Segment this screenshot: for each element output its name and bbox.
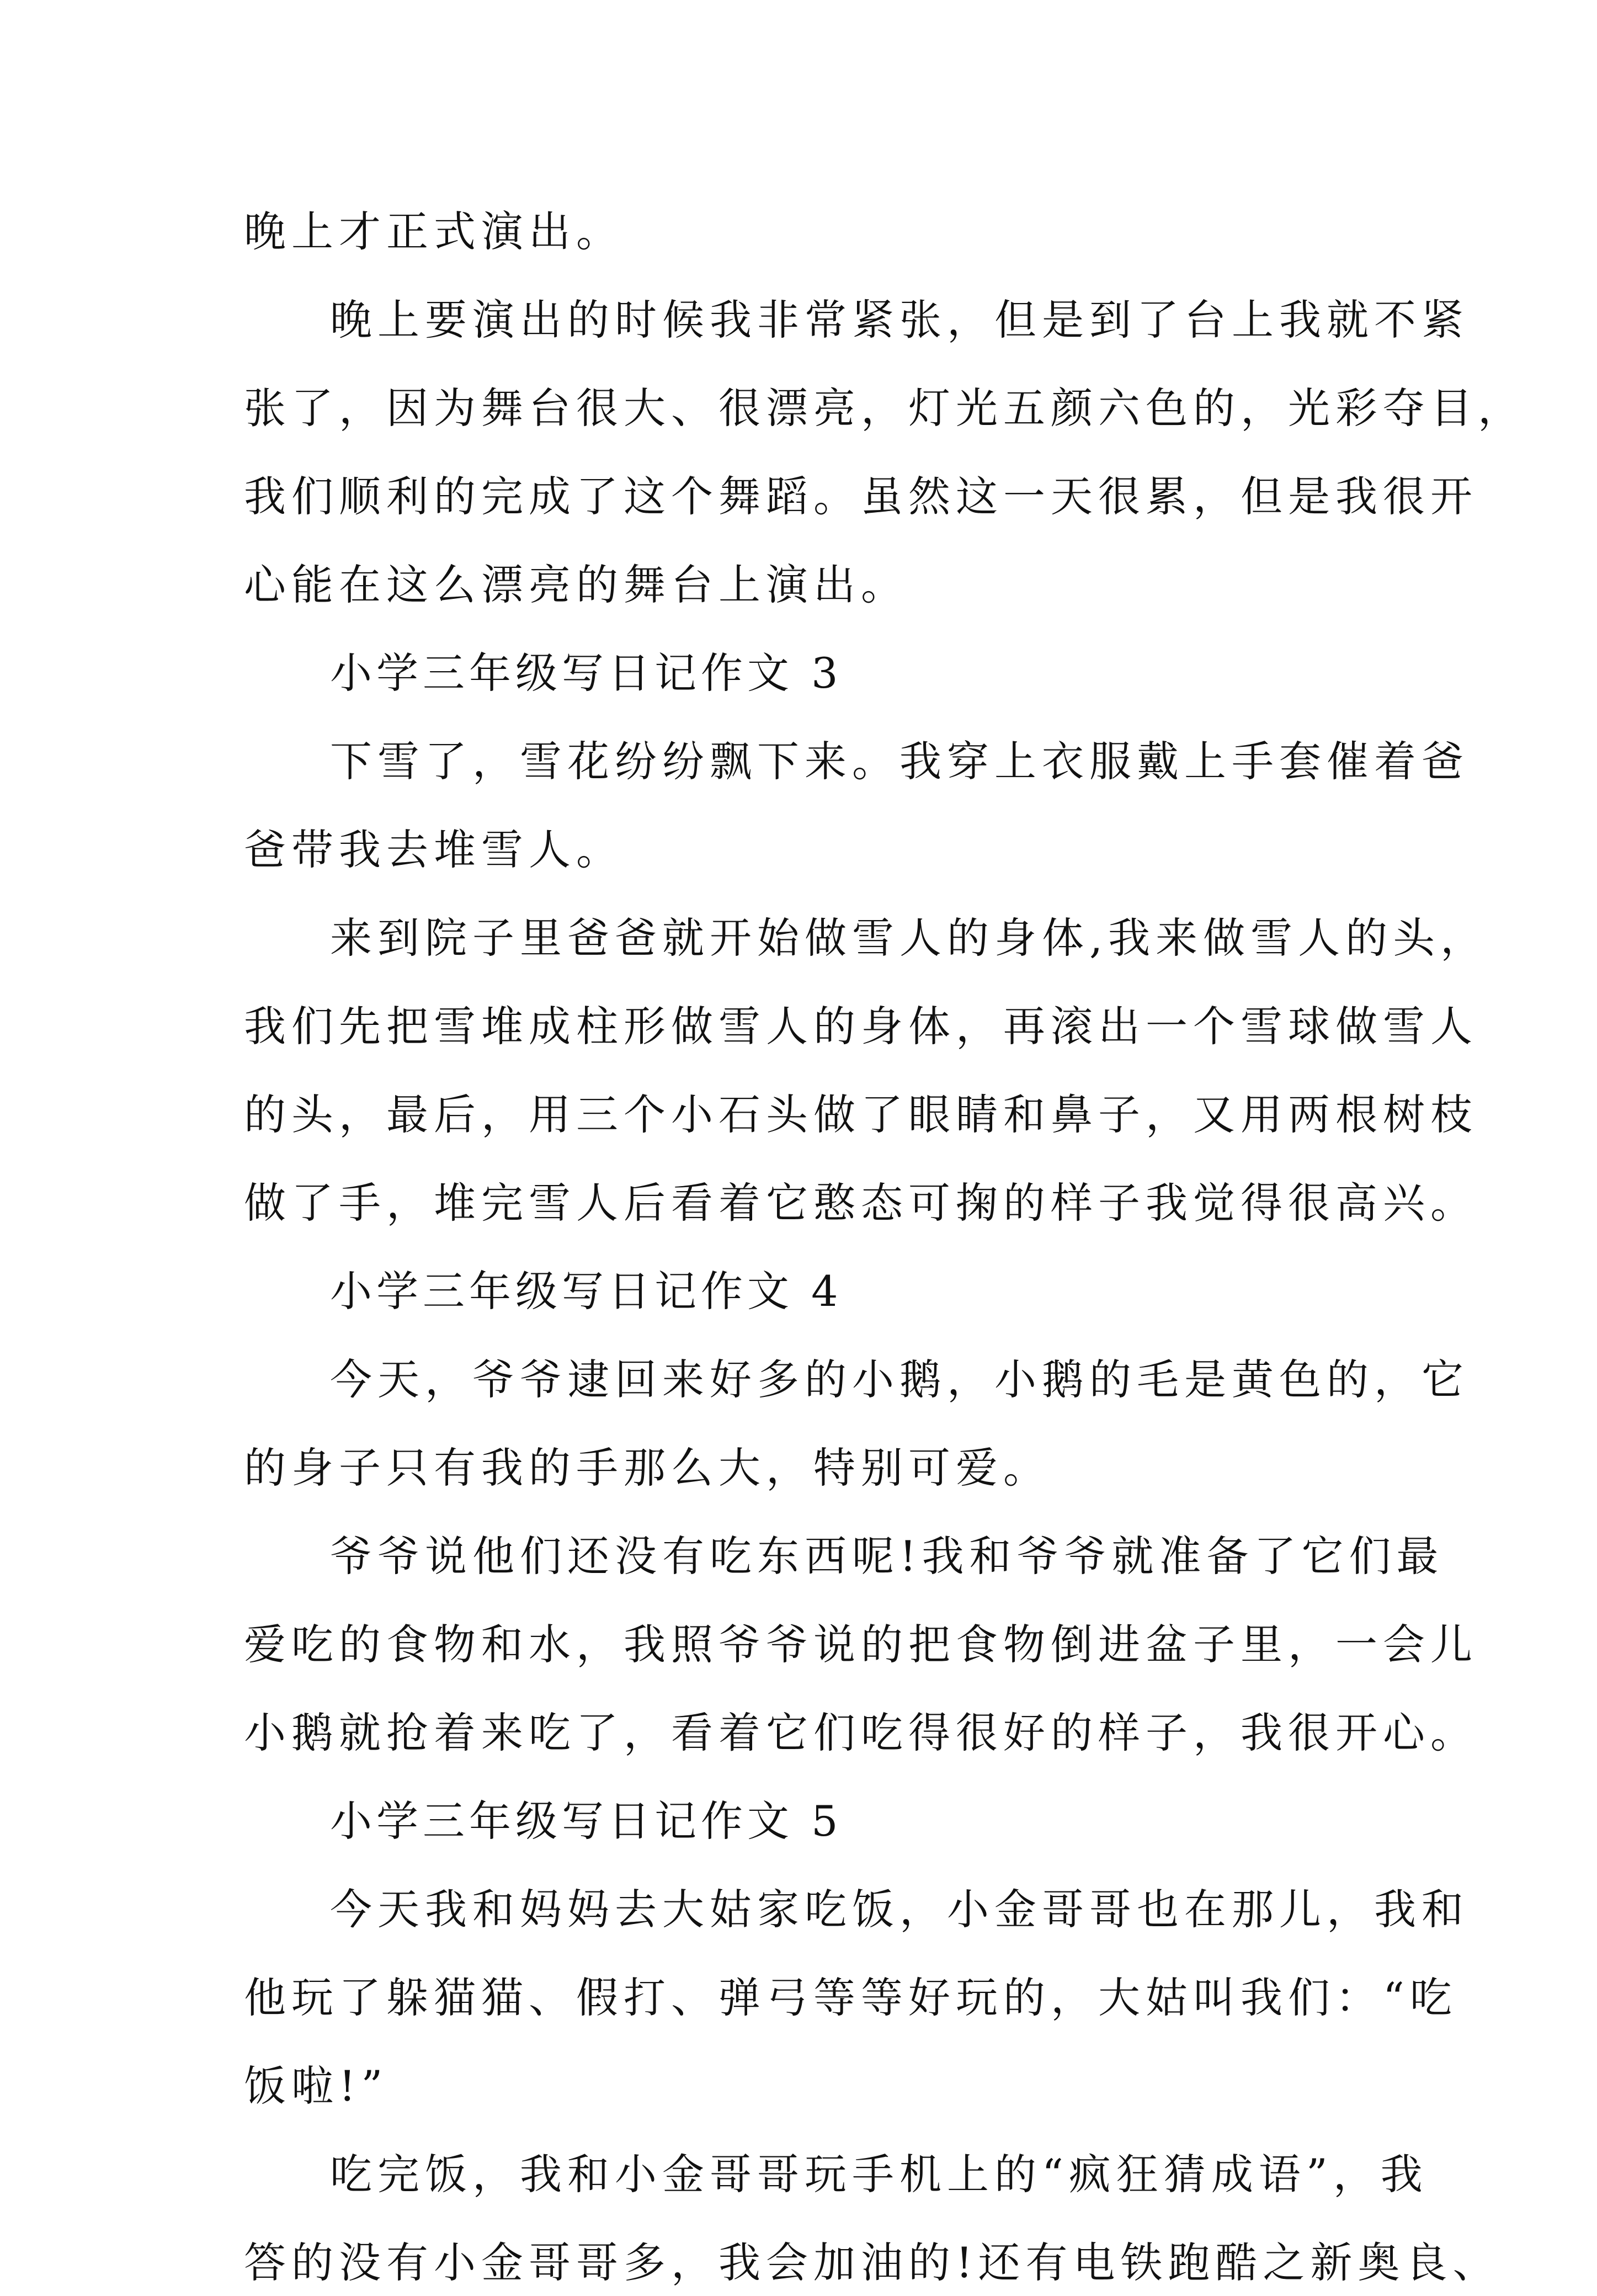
text-line: 的头，最后，用三个小石头做了眼睛和鼻子，又用两根树枝 — [244, 1090, 1478, 1139]
section-heading: 小学三年级写日记作文 3 — [330, 649, 843, 698]
text-line: 吃完饭，我和小金哥哥玩手机上的“疯狂猜成语”，我 — [330, 2150, 1428, 2199]
section-heading: 小学三年级写日记作文 5 — [330, 1797, 843, 1846]
text-line: 晚上才正式演出。 — [244, 207, 624, 256]
text-line: 我们先把雪堆成柱形做雪人的身体，再滚出一个雪球做雪人 — [244, 1002, 1478, 1051]
text-line: 爱吃的食物和水，我照爷爷说的把食物倒进盆子里，一会儿 — [244, 1620, 1478, 1669]
text-line: 张了，因为舞台很大、很漂亮，灯光五颜六色的，光彩夺目， — [244, 384, 1525, 433]
text-line: 他玩了躲猫猫、假打、弹弓等等好玩的，大姑叫我们：“吃 — [244, 1973, 1457, 2022]
section-heading: 小学三年级写日记作文 4 — [330, 1267, 843, 1316]
text-line: 今天我和妈妈去大姑家吃饭，小金哥哥也在那儿，我和 — [330, 1885, 1469, 1934]
text-line: 爷爷说他们还没有吃东西呢!我和爷爷就准备了它们最 — [330, 1532, 1444, 1581]
text-line: 做了手，堆完雪人后看着它憨态可掬的样子我觉得很高兴。 — [244, 1178, 1478, 1227]
text-line: 小鹅就抢着来吃了，看着它们吃得很好的样子，我很开心。 — [244, 1708, 1478, 1757]
text-line: 下雪了，雪花纷纷飘下来。我穿上衣服戴上手套催着爸 — [330, 737, 1469, 786]
text-line: 爸带我去堆雪人。 — [244, 825, 624, 874]
text-line: 饭啦!” — [244, 2061, 388, 2111]
text-line: 今天，爷爷逮回来好多的小鹅，小鹅的毛是黄色的，它 — [330, 1355, 1469, 1404]
text-line: 答的没有小金哥哥多，我会加油的!还有电铁跑酷之新奥良、 — [244, 2238, 1500, 2287]
text-line: 的身子只有我的手那么大，特别可爱。 — [244, 1443, 1051, 1492]
text-line: 我们顺利的完成了这个舞蹈。虽然这一天很累，但是我很开 — [244, 472, 1478, 521]
text-line: 心能在这么漂亮的舞台上演出。 — [244, 560, 908, 609]
text-line: 晚上要演出的时候我非常紧张，但是到了台上我就不紧 — [330, 295, 1469, 344]
text-line: 来到院子里爸爸就开始做雪人的身体,我来做雪人的头， — [330, 913, 1488, 963]
